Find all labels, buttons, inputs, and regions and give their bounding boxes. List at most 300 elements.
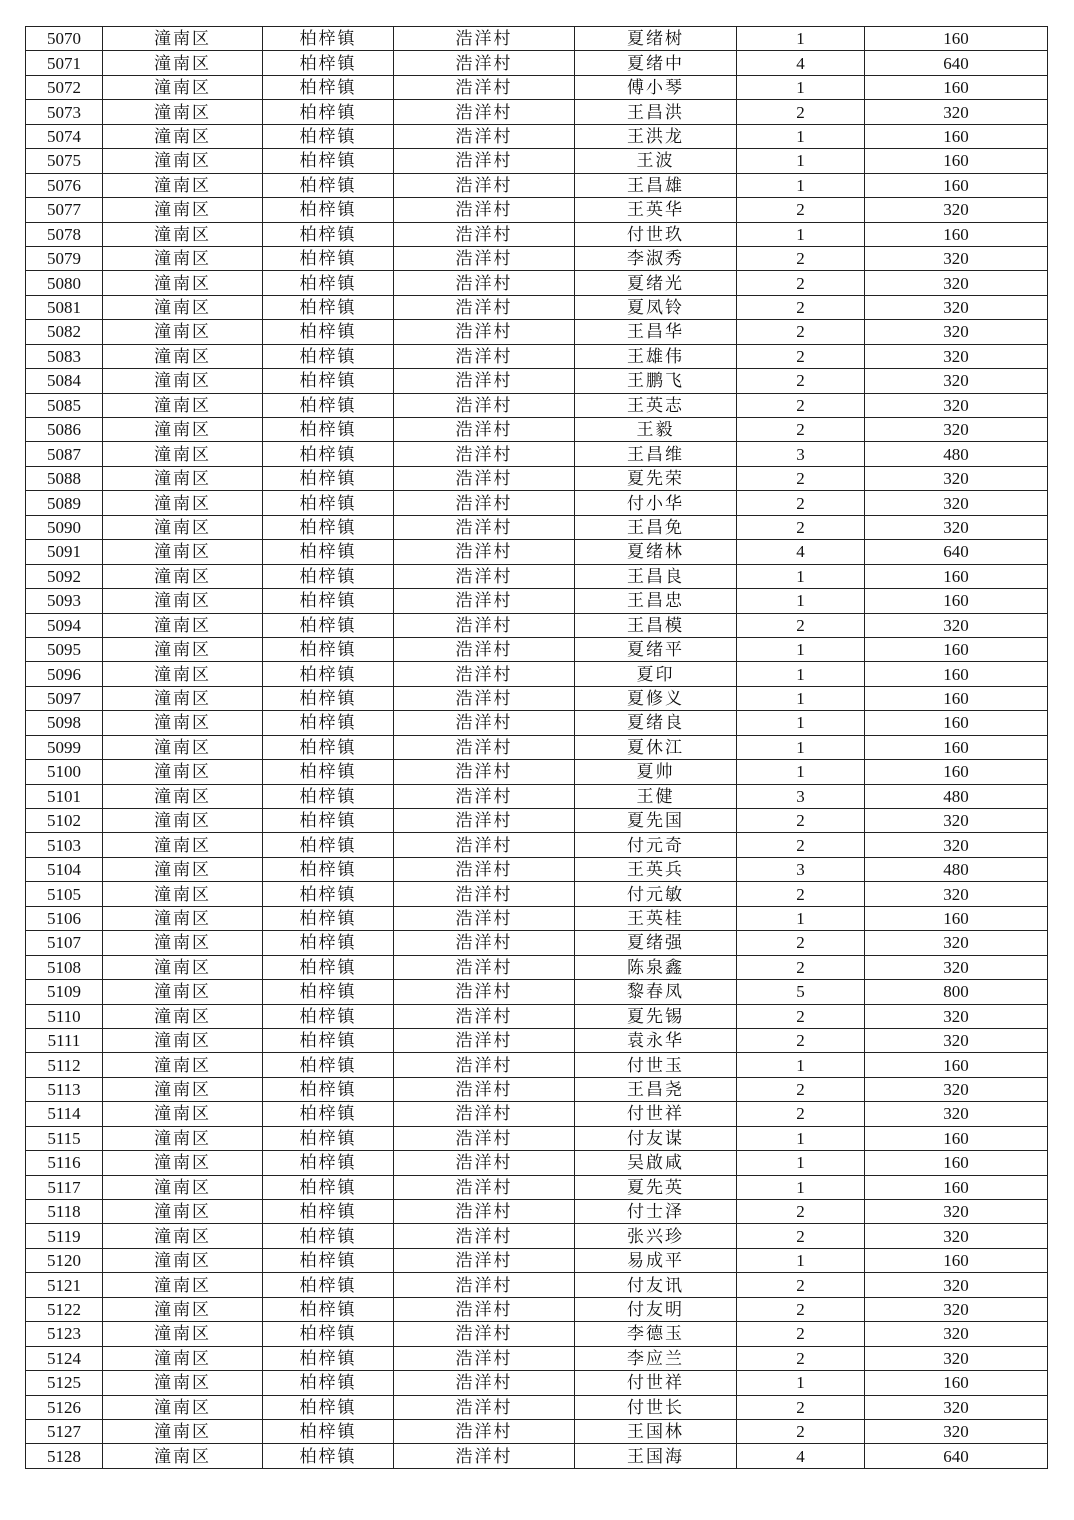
district-cell: 潼南区 — [103, 100, 263, 124]
count-cell: 2 — [737, 882, 865, 906]
person-name-cell: 袁永华 — [575, 1028, 737, 1052]
village-cell: 浩洋村 — [394, 442, 575, 466]
person-name-cell: 夏凤铃 — [575, 295, 737, 319]
village-cell: 浩洋村 — [394, 271, 575, 295]
village-cell: 浩洋村 — [394, 809, 575, 833]
village-cell: 浩洋村 — [394, 246, 575, 270]
person-name-cell: 王英华 — [575, 198, 737, 222]
amount-cell: 320 — [865, 1224, 1048, 1248]
town-cell: 柏梓镇 — [263, 1126, 394, 1150]
row-id-cell: 5107 — [26, 931, 103, 955]
count-cell: 2 — [737, 1077, 865, 1101]
town-cell: 柏梓镇 — [263, 418, 394, 442]
amount-cell: 160 — [865, 906, 1048, 930]
village-cell: 浩洋村 — [394, 1346, 575, 1370]
table-row — [26, 980, 1048, 1004]
amount-cell: 160 — [865, 662, 1048, 686]
village-cell: 浩洋村 — [394, 882, 575, 906]
count-cell: 1 — [737, 1175, 865, 1199]
person-name-cell: 王昌免 — [575, 515, 737, 539]
count-cell: 2 — [737, 271, 865, 295]
town-cell: 柏梓镇 — [263, 589, 394, 613]
person-name-cell: 夏绪强 — [575, 931, 737, 955]
count-cell: 2 — [737, 100, 865, 124]
district-cell: 潼南区 — [103, 222, 263, 246]
district-cell: 潼南区 — [103, 1077, 263, 1101]
town-cell: 柏梓镇 — [263, 564, 394, 588]
person-name-cell: 王昌华 — [575, 320, 737, 344]
amount-cell: 320 — [865, 1200, 1048, 1224]
row-id-cell: 5083 — [26, 344, 103, 368]
town-cell: 柏梓镇 — [263, 980, 394, 1004]
table-row — [26, 222, 1048, 246]
count-cell: 1 — [737, 711, 865, 735]
person-name-cell: 夏先荣 — [575, 466, 737, 490]
table-row — [26, 100, 1048, 124]
amount-cell: 160 — [865, 173, 1048, 197]
district-cell: 潼南区 — [103, 784, 263, 808]
table-row — [26, 1004, 1048, 1028]
count-cell: 2 — [737, 1395, 865, 1419]
table-row — [26, 564, 1048, 588]
row-id-cell: 5101 — [26, 784, 103, 808]
table-row — [26, 149, 1048, 173]
amount-cell: 160 — [865, 75, 1048, 99]
village-cell: 浩洋村 — [394, 75, 575, 99]
village-cell: 浩洋村 — [394, 369, 575, 393]
amount-cell: 160 — [865, 686, 1048, 710]
row-id-cell: 5071 — [26, 51, 103, 75]
count-cell: 2 — [737, 1102, 865, 1126]
row-id-cell: 5072 — [26, 75, 103, 99]
table-row — [26, 344, 1048, 368]
town-cell: 柏梓镇 — [263, 613, 394, 637]
town-cell: 柏梓镇 — [263, 295, 394, 319]
amount-cell: 160 — [865, 589, 1048, 613]
amount-cell: 160 — [865, 1175, 1048, 1199]
person-name-cell: 陈泉鑫 — [575, 955, 737, 979]
town-cell: 柏梓镇 — [263, 1248, 394, 1272]
person-name-cell: 吴啟咸 — [575, 1151, 737, 1175]
count-cell: 2 — [737, 491, 865, 515]
village-cell: 浩洋村 — [394, 662, 575, 686]
row-id-cell: 5115 — [26, 1126, 103, 1150]
district-cell: 潼南区 — [103, 1200, 263, 1224]
town-cell: 柏梓镇 — [263, 124, 394, 148]
village-cell: 浩洋村 — [394, 466, 575, 490]
amount-cell: 320 — [865, 1346, 1048, 1370]
table-row — [26, 1224, 1048, 1248]
amount-cell: 800 — [865, 980, 1048, 1004]
person-name-cell: 王英兵 — [575, 857, 737, 881]
count-cell: 1 — [737, 1053, 865, 1077]
amount-cell: 480 — [865, 442, 1048, 466]
row-id-cell: 5097 — [26, 686, 103, 710]
district-cell: 潼南区 — [103, 75, 263, 99]
town-cell: 柏梓镇 — [263, 393, 394, 417]
count-cell: 2 — [737, 833, 865, 857]
person-name-cell: 李德玉 — [575, 1322, 737, 1346]
amount-cell: 480 — [865, 784, 1048, 808]
row-id-cell: 5095 — [26, 637, 103, 661]
district-cell: 潼南区 — [103, 51, 263, 75]
row-id-cell: 5118 — [26, 1200, 103, 1224]
amount-cell: 320 — [865, 1102, 1048, 1126]
village-cell: 浩洋村 — [394, 711, 575, 735]
town-cell: 柏梓镇 — [263, 491, 394, 515]
town-cell: 柏梓镇 — [263, 271, 394, 295]
table-row — [26, 271, 1048, 295]
district-cell: 潼南区 — [103, 857, 263, 881]
person-name-cell: 王昌洪 — [575, 100, 737, 124]
district-cell: 潼南区 — [103, 246, 263, 270]
count-cell: 2 — [737, 198, 865, 222]
town-cell: 柏梓镇 — [263, 1077, 394, 1101]
district-cell: 潼南区 — [103, 589, 263, 613]
count-cell: 1 — [737, 1371, 865, 1395]
town-cell: 柏梓镇 — [263, 246, 394, 270]
person-name-cell: 付世祥 — [575, 1371, 737, 1395]
table-row — [26, 711, 1048, 735]
district-cell: 潼南区 — [103, 1102, 263, 1126]
district-cell: 潼南区 — [103, 1151, 263, 1175]
person-name-cell: 王雄伟 — [575, 344, 737, 368]
count-cell: 2 — [737, 393, 865, 417]
amount-cell: 320 — [865, 955, 1048, 979]
amount-cell: 320 — [865, 393, 1048, 417]
count-cell: 2 — [737, 1346, 865, 1370]
person-name-cell: 夏先国 — [575, 809, 737, 833]
amount-cell: 320 — [865, 198, 1048, 222]
row-id-cell: 5125 — [26, 1371, 103, 1395]
table-row — [26, 27, 1048, 51]
row-id-cell: 5128 — [26, 1444, 103, 1468]
row-id-cell: 5086 — [26, 418, 103, 442]
person-name-cell: 夏绪良 — [575, 711, 737, 735]
table-row — [26, 515, 1048, 539]
town-cell: 柏梓镇 — [263, 637, 394, 661]
village-cell: 浩洋村 — [394, 931, 575, 955]
table-row — [26, 1444, 1048, 1468]
district-cell: 潼南区 — [103, 637, 263, 661]
town-cell: 柏梓镇 — [263, 222, 394, 246]
table-row — [26, 295, 1048, 319]
person-name-cell: 王波 — [575, 149, 737, 173]
district-cell: 潼南区 — [103, 393, 263, 417]
town-cell: 柏梓镇 — [263, 1102, 394, 1126]
row-id-cell: 5100 — [26, 760, 103, 784]
amount-cell: 160 — [865, 735, 1048, 759]
village-cell: 浩洋村 — [394, 613, 575, 637]
person-name-cell: 王英志 — [575, 393, 737, 417]
town-cell: 柏梓镇 — [263, 540, 394, 564]
table-row — [26, 1175, 1048, 1199]
village-cell: 浩洋村 — [394, 344, 575, 368]
table-row — [26, 198, 1048, 222]
district-cell: 潼南区 — [103, 662, 263, 686]
amount-cell: 320 — [865, 344, 1048, 368]
town-cell: 柏梓镇 — [263, 1395, 394, 1419]
table-row — [26, 173, 1048, 197]
person-name-cell: 王健 — [575, 784, 737, 808]
district-cell: 潼南区 — [103, 1004, 263, 1028]
row-id-cell: 5110 — [26, 1004, 103, 1028]
row-id-cell: 5096 — [26, 662, 103, 686]
district-cell: 潼南区 — [103, 906, 263, 930]
count-cell: 1 — [737, 760, 865, 784]
table-row — [26, 75, 1048, 99]
village-cell: 浩洋村 — [394, 1297, 575, 1321]
village-cell: 浩洋村 — [394, 1371, 575, 1395]
town-cell: 柏梓镇 — [263, 173, 394, 197]
table-row — [26, 1297, 1048, 1321]
count-cell: 1 — [737, 589, 865, 613]
village-cell: 浩洋村 — [394, 589, 575, 613]
person-name-cell: 李应兰 — [575, 1346, 737, 1370]
village-cell: 浩洋村 — [394, 149, 575, 173]
row-id-cell: 5124 — [26, 1346, 103, 1370]
amount-cell: 320 — [865, 1419, 1048, 1443]
table-row — [26, 1346, 1048, 1370]
person-name-cell: 王洪龙 — [575, 124, 737, 148]
row-id-cell: 5078 — [26, 222, 103, 246]
person-name-cell: 王昌雄 — [575, 173, 737, 197]
table-row — [26, 760, 1048, 784]
person-name-cell: 王国海 — [575, 1444, 737, 1468]
district-cell: 潼南区 — [103, 442, 263, 466]
row-id-cell: 5105 — [26, 882, 103, 906]
table-row — [26, 1126, 1048, 1150]
district-cell: 潼南区 — [103, 271, 263, 295]
town-cell: 柏梓镇 — [263, 1297, 394, 1321]
table-row — [26, 393, 1048, 417]
district-cell: 潼南区 — [103, 198, 263, 222]
count-cell: 2 — [737, 1028, 865, 1052]
district-cell: 潼南区 — [103, 124, 263, 148]
person-name-cell: 王英桂 — [575, 906, 737, 930]
town-cell: 柏梓镇 — [263, 1322, 394, 1346]
count-cell: 2 — [737, 613, 865, 637]
table-row — [26, 1200, 1048, 1224]
district-cell: 潼南区 — [103, 1053, 263, 1077]
village-cell: 浩洋村 — [394, 955, 575, 979]
table-row — [26, 613, 1048, 637]
table-row — [26, 1322, 1048, 1346]
count-cell: 3 — [737, 857, 865, 881]
village-cell: 浩洋村 — [394, 1053, 575, 1077]
amount-cell: 160 — [865, 27, 1048, 51]
village-cell: 浩洋村 — [394, 564, 575, 588]
town-cell: 柏梓镇 — [263, 1053, 394, 1077]
row-id-cell: 5088 — [26, 466, 103, 490]
row-id-cell: 5127 — [26, 1419, 103, 1443]
count-cell: 2 — [737, 320, 865, 344]
count-cell: 1 — [737, 27, 865, 51]
district-cell: 潼南区 — [103, 1346, 263, 1370]
village-cell: 浩洋村 — [394, 1151, 575, 1175]
town-cell: 柏梓镇 — [263, 1371, 394, 1395]
person-name-cell: 王昌模 — [575, 613, 737, 637]
person-name-cell: 夏休江 — [575, 735, 737, 759]
count-cell: 4 — [737, 51, 865, 75]
district-cell: 潼南区 — [103, 980, 263, 1004]
district-cell: 潼南区 — [103, 833, 263, 857]
amount-cell: 320 — [865, 1322, 1048, 1346]
table-row — [26, 442, 1048, 466]
count-cell: 2 — [737, 369, 865, 393]
town-cell: 柏梓镇 — [263, 344, 394, 368]
count-cell: 1 — [737, 1248, 865, 1272]
row-id-cell: 5077 — [26, 198, 103, 222]
amount-cell: 320 — [865, 295, 1048, 319]
village-cell: 浩洋村 — [394, 1273, 575, 1297]
table-row — [26, 589, 1048, 613]
district-cell: 潼南区 — [103, 1297, 263, 1321]
town-cell: 柏梓镇 — [263, 1273, 394, 1297]
count-cell: 1 — [737, 1126, 865, 1150]
person-name-cell: 付士泽 — [575, 1200, 737, 1224]
row-id-cell: 5079 — [26, 246, 103, 270]
amount-cell: 320 — [865, 466, 1048, 490]
table-row — [26, 1248, 1048, 1272]
person-name-cell: 傅小琴 — [575, 75, 737, 99]
town-cell: 柏梓镇 — [263, 833, 394, 857]
town-cell: 柏梓镇 — [263, 1419, 394, 1443]
amount-cell: 320 — [865, 491, 1048, 515]
village-cell: 浩洋村 — [394, 320, 575, 344]
count-cell: 2 — [737, 1004, 865, 1028]
amount-cell: 320 — [865, 1004, 1048, 1028]
count-cell: 2 — [737, 515, 865, 539]
person-name-cell: 付友谋 — [575, 1126, 737, 1150]
district-cell: 潼南区 — [103, 491, 263, 515]
district-cell: 潼南区 — [103, 564, 263, 588]
table-row — [26, 809, 1048, 833]
village-cell: 浩洋村 — [394, 27, 575, 51]
table-row — [26, 1151, 1048, 1175]
row-id-cell: 5098 — [26, 711, 103, 735]
town-cell: 柏梓镇 — [263, 75, 394, 99]
count-cell: 1 — [737, 124, 865, 148]
count-cell: 1 — [737, 564, 865, 588]
person-name-cell: 黎春凤 — [575, 980, 737, 1004]
village-cell: 浩洋村 — [394, 491, 575, 515]
count-cell: 4 — [737, 1444, 865, 1468]
count-cell: 2 — [737, 418, 865, 442]
town-cell: 柏梓镇 — [263, 51, 394, 75]
district-cell: 潼南区 — [103, 1395, 263, 1419]
district-cell: 潼南区 — [103, 711, 263, 735]
person-name-cell: 张兴珍 — [575, 1224, 737, 1248]
table-row — [26, 1395, 1048, 1419]
person-name-cell: 夏绪平 — [575, 637, 737, 661]
district-cell: 潼南区 — [103, 931, 263, 955]
person-name-cell: 夏先英 — [575, 1175, 737, 1199]
amount-cell: 320 — [865, 369, 1048, 393]
row-id-cell: 5099 — [26, 735, 103, 759]
village-cell: 浩洋村 — [394, 735, 575, 759]
town-cell: 柏梓镇 — [263, 198, 394, 222]
row-id-cell: 5089 — [26, 491, 103, 515]
row-id-cell: 5103 — [26, 833, 103, 857]
village-cell: 浩洋村 — [394, 1028, 575, 1052]
table-row — [26, 882, 1048, 906]
town-cell: 柏梓镇 — [263, 100, 394, 124]
table-row — [26, 1371, 1048, 1395]
table-row — [26, 931, 1048, 955]
count-cell: 2 — [737, 295, 865, 319]
amount-cell: 320 — [865, 809, 1048, 833]
district-cell: 潼南区 — [103, 27, 263, 51]
row-id-cell: 5108 — [26, 955, 103, 979]
person-name-cell: 夏帅 — [575, 760, 737, 784]
count-cell: 1 — [737, 1151, 865, 1175]
amount-cell: 320 — [865, 1395, 1048, 1419]
row-id-cell: 5113 — [26, 1077, 103, 1101]
amount-cell: 320 — [865, 246, 1048, 270]
count-cell: 1 — [737, 222, 865, 246]
village-cell: 浩洋村 — [394, 515, 575, 539]
district-cell: 潼南区 — [103, 809, 263, 833]
count-cell: 3 — [737, 442, 865, 466]
person-name-cell: 付世祥 — [575, 1102, 737, 1126]
district-cell: 潼南区 — [103, 1322, 263, 1346]
row-id-cell: 5111 — [26, 1028, 103, 1052]
district-cell: 潼南区 — [103, 760, 263, 784]
count-cell: 2 — [737, 1200, 865, 1224]
amount-cell: 160 — [865, 711, 1048, 735]
village-cell: 浩洋村 — [394, 857, 575, 881]
amount-cell: 160 — [865, 1248, 1048, 1272]
amount-cell: 320 — [865, 1028, 1048, 1052]
amount-cell: 160 — [865, 1151, 1048, 1175]
amount-cell: 640 — [865, 1444, 1048, 1468]
count-cell: 1 — [737, 662, 865, 686]
table-row — [26, 857, 1048, 881]
row-id-cell: 5085 — [26, 393, 103, 417]
row-id-cell: 5122 — [26, 1297, 103, 1321]
village-cell: 浩洋村 — [394, 1248, 575, 1272]
district-cell: 潼南区 — [103, 735, 263, 759]
town-cell: 柏梓镇 — [263, 1151, 394, 1175]
table-row — [26, 51, 1048, 75]
table-row — [26, 637, 1048, 661]
count-cell: 2 — [737, 809, 865, 833]
row-id-cell: 5116 — [26, 1151, 103, 1175]
count-cell: 3 — [737, 784, 865, 808]
amount-cell: 320 — [865, 418, 1048, 442]
village-cell: 浩洋村 — [394, 760, 575, 784]
table-row — [26, 369, 1048, 393]
village-cell: 浩洋村 — [394, 686, 575, 710]
district-cell: 潼南区 — [103, 173, 263, 197]
row-id-cell: 5076 — [26, 173, 103, 197]
count-cell: 2 — [737, 1273, 865, 1297]
person-name-cell: 李淑秀 — [575, 246, 737, 270]
row-id-cell: 5093 — [26, 589, 103, 613]
village-cell: 浩洋村 — [394, 51, 575, 75]
count-cell: 2 — [737, 931, 865, 955]
person-name-cell: 王昌尧 — [575, 1077, 737, 1101]
table-row — [26, 1053, 1048, 1077]
row-id-cell: 5106 — [26, 906, 103, 930]
district-cell: 潼南区 — [103, 955, 263, 979]
count-cell: 1 — [737, 906, 865, 930]
person-name-cell: 付友讯 — [575, 1273, 737, 1297]
table-row — [26, 906, 1048, 930]
person-name-cell: 夏绪树 — [575, 27, 737, 51]
person-name-cell: 王国林 — [575, 1419, 737, 1443]
